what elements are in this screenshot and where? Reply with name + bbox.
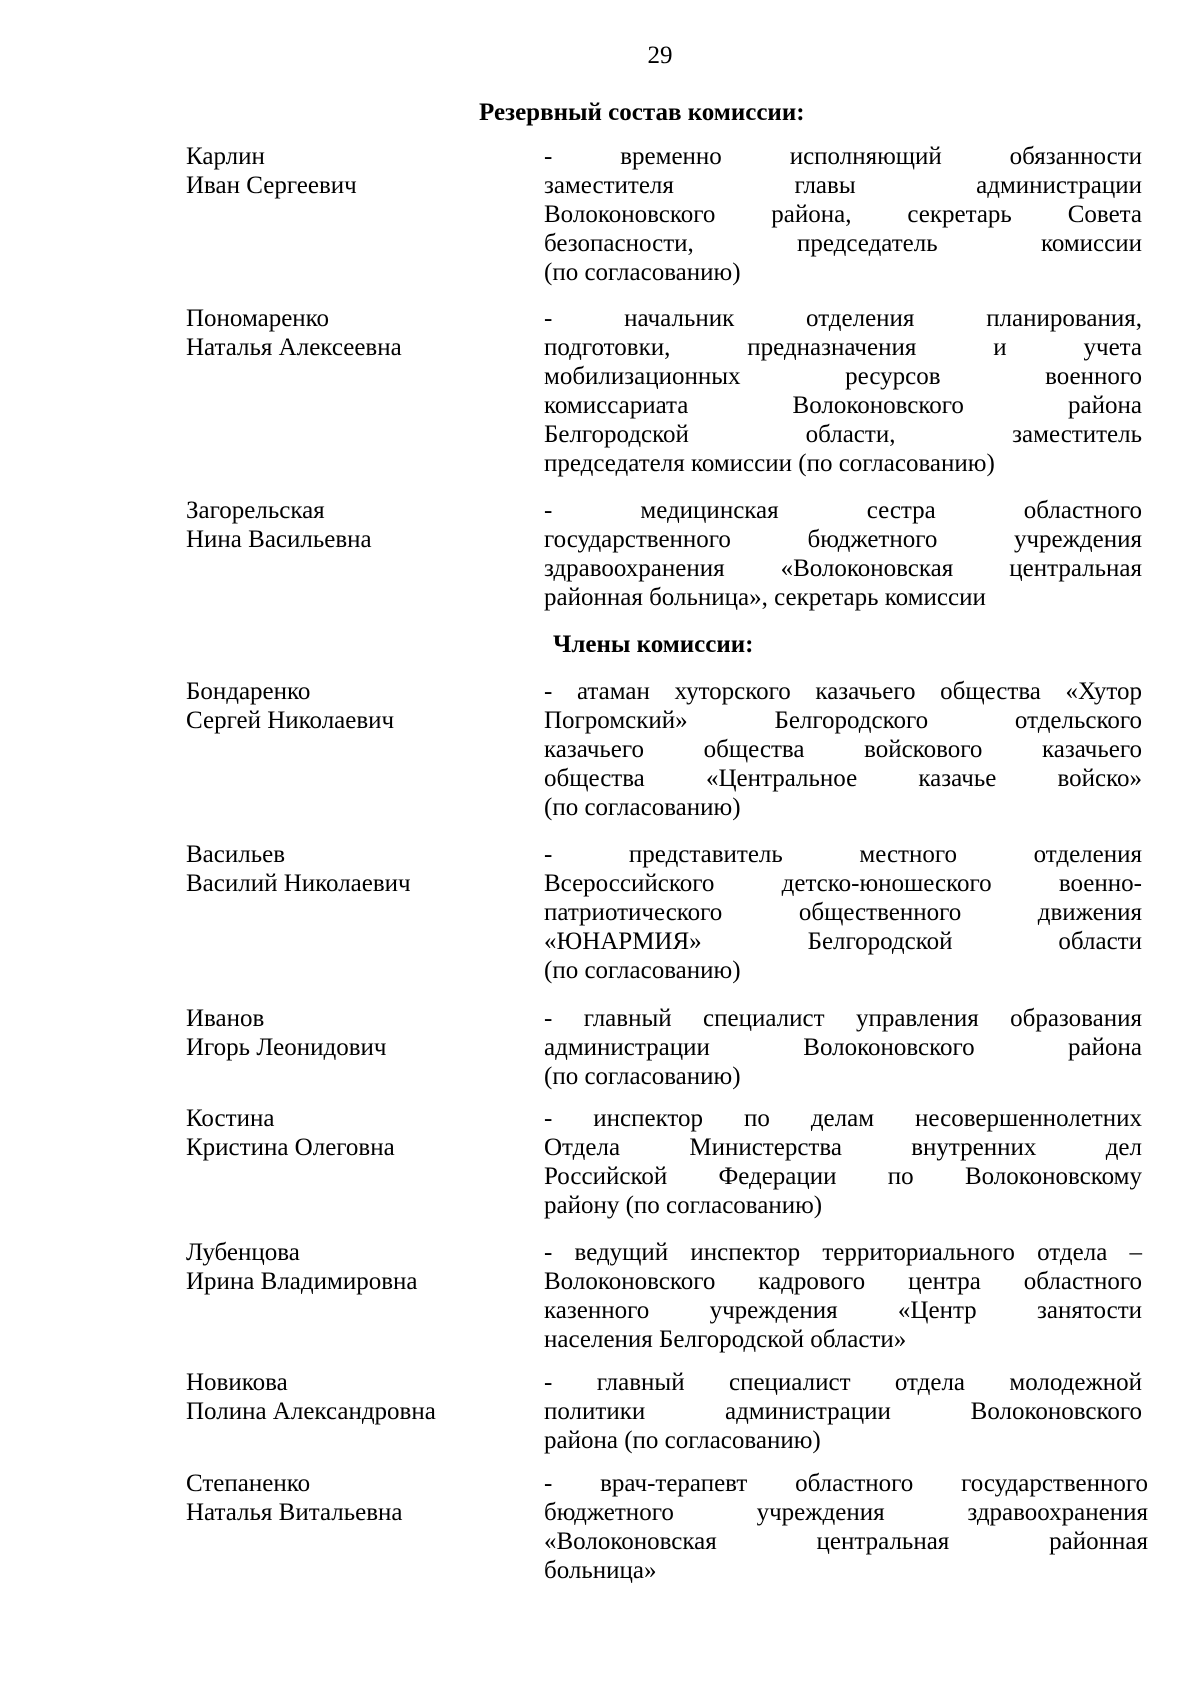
reserve-heading: Резервный состав комиссии: bbox=[479, 99, 805, 126]
role-line: безопасности, председатель комиссии bbox=[544, 230, 1142, 257]
member-role bbox=[544, 1104, 1142, 1220]
member-role bbox=[544, 1004, 1142, 1091]
member-surname: Иванов bbox=[186, 1005, 265, 1032]
member-given-name: Сергей Николаевич bbox=[186, 707, 395, 734]
role-line: больница» bbox=[544, 1557, 657, 1584]
member-name bbox=[186, 1104, 526, 1162]
role-line: комиссариата Волоконовского района bbox=[544, 392, 1142, 419]
role-line: - ведущий инспектор территориального отдела – bbox=[544, 1239, 1142, 1266]
member-surname: Костина bbox=[186, 1105, 275, 1132]
member-given-name: Кристина Олеговна bbox=[186, 1134, 395, 1161]
role-line: «Волоконовская центральная районная bbox=[544, 1528, 1148, 1555]
member-given-name: Иван Сергеевич bbox=[186, 172, 357, 199]
role-line: районная больница», секретарь комиссии bbox=[544, 584, 986, 611]
role-line: населения Белгородской области» bbox=[544, 1326, 907, 1353]
role-line: председателя комиссии (по согласованию) bbox=[544, 450, 995, 477]
role-line: Всероссийского детско-юношеского военно- bbox=[544, 870, 1142, 897]
members-heading: Члены комиссии: bbox=[553, 631, 754, 658]
role-line: общества «Центральное казачье войско» bbox=[544, 765, 1142, 792]
role-line: мобилизационных ресурсов военного bbox=[544, 363, 1142, 390]
role-line: Погромский» Белгородского отдельского bbox=[544, 707, 1142, 734]
role-line: - начальник отделения планирования, bbox=[544, 305, 1142, 332]
member-given-name: Полина Александровна bbox=[186, 1398, 436, 1425]
role-line: (по согласованию) bbox=[544, 259, 741, 286]
member-role bbox=[544, 496, 1142, 612]
member-surname: Лубенцова bbox=[186, 1239, 300, 1266]
page-number: 29 bbox=[647, 42, 673, 69]
member-role bbox=[544, 1238, 1142, 1354]
role-line: району (по согласованию) bbox=[544, 1192, 823, 1219]
member-surname: Загорельская bbox=[186, 497, 325, 524]
member-name bbox=[186, 496, 526, 554]
member-surname: Пономаренко bbox=[186, 305, 330, 332]
member-name bbox=[186, 1368, 526, 1426]
role-line: Волоконовского кадрового центра областного bbox=[544, 1268, 1142, 1295]
role-line: - представитель местного отделения bbox=[544, 841, 1142, 868]
member-role bbox=[544, 304, 1142, 478]
role-line: (по согласованию) bbox=[544, 957, 741, 984]
role-line: заместителя главы администрации bbox=[544, 172, 1142, 199]
role-line: казенного учреждения «Центр занятости bbox=[544, 1297, 1142, 1324]
member-role bbox=[544, 1368, 1142, 1455]
member-role bbox=[544, 840, 1142, 985]
member-surname: Новикова bbox=[186, 1369, 288, 1396]
role-line: патриотического общественного движения bbox=[544, 899, 1142, 926]
member-surname: Бондаренко bbox=[186, 678, 311, 705]
role-line: - атаман хуторского казачьего общества «Хутор bbox=[544, 678, 1142, 705]
member-surname: Степаненко bbox=[186, 1470, 311, 1497]
role-line: администрации Волоконовского района bbox=[544, 1034, 1142, 1061]
role-line: (по согласованию) bbox=[544, 794, 741, 821]
role-line: Белгородской области, заместитель bbox=[544, 421, 1142, 448]
member-role bbox=[544, 142, 1142, 287]
member-surname: Карлин bbox=[186, 143, 265, 170]
role-line: здравоохранения «Волоконовская центральная bbox=[544, 555, 1142, 582]
role-line: подготовки, предназначения и учета bbox=[544, 334, 1142, 361]
role-line: Отдела Министерства внутренних дел bbox=[544, 1134, 1142, 1161]
member-given-name: Василий Николаевич bbox=[186, 870, 411, 897]
role-line: - врач-терапевт областного государственного bbox=[544, 1470, 1148, 1497]
role-line: - главный специалист отдела молодежной bbox=[544, 1369, 1142, 1396]
member-given-name: Игорь Леонидович bbox=[186, 1034, 387, 1061]
member-surname: Васильев bbox=[186, 841, 286, 868]
member-name bbox=[186, 840, 526, 898]
member-role bbox=[544, 677, 1142, 822]
role-line: Российской Федерации по Волоконовскому bbox=[544, 1163, 1142, 1190]
role-line: казачьего общества войскового казачьего bbox=[544, 736, 1142, 763]
role-line: бюджетного учреждения здравоохранения bbox=[544, 1499, 1148, 1526]
member-name bbox=[186, 304, 526, 362]
member-given-name: Наталья Витальевна bbox=[186, 1499, 403, 1526]
member-name bbox=[186, 1004, 526, 1062]
member-given-name: Нина Васильевна bbox=[186, 526, 372, 553]
member-given-name: Наталья Алексеевна bbox=[186, 334, 402, 361]
role-line: района (по согласованию) bbox=[544, 1427, 821, 1454]
role-line: политики администрации Волоконовского bbox=[544, 1398, 1142, 1425]
member-given-name: Ирина Владимировна bbox=[186, 1268, 418, 1295]
role-line: - медицинская сестра областного bbox=[544, 497, 1142, 524]
member-name bbox=[186, 1469, 526, 1527]
member-role bbox=[544, 1469, 1148, 1585]
role-line: Волоконовского района, секретарь Совета bbox=[544, 201, 1142, 228]
role-line: государственного бюджетного учреждения bbox=[544, 526, 1142, 553]
role-line: (по согласованию) bbox=[544, 1063, 741, 1090]
member-name bbox=[186, 142, 526, 200]
role-line: - инспектор по делам несовершеннолетних bbox=[544, 1105, 1142, 1132]
member-name bbox=[186, 1238, 526, 1296]
role-line: - главный специалист управления образования bbox=[544, 1005, 1142, 1032]
role-line: - временно исполняющий обязанности bbox=[544, 143, 1142, 170]
role-line: «ЮНАРМИЯ» Белгородской области bbox=[544, 928, 1142, 955]
member-name bbox=[186, 677, 526, 735]
